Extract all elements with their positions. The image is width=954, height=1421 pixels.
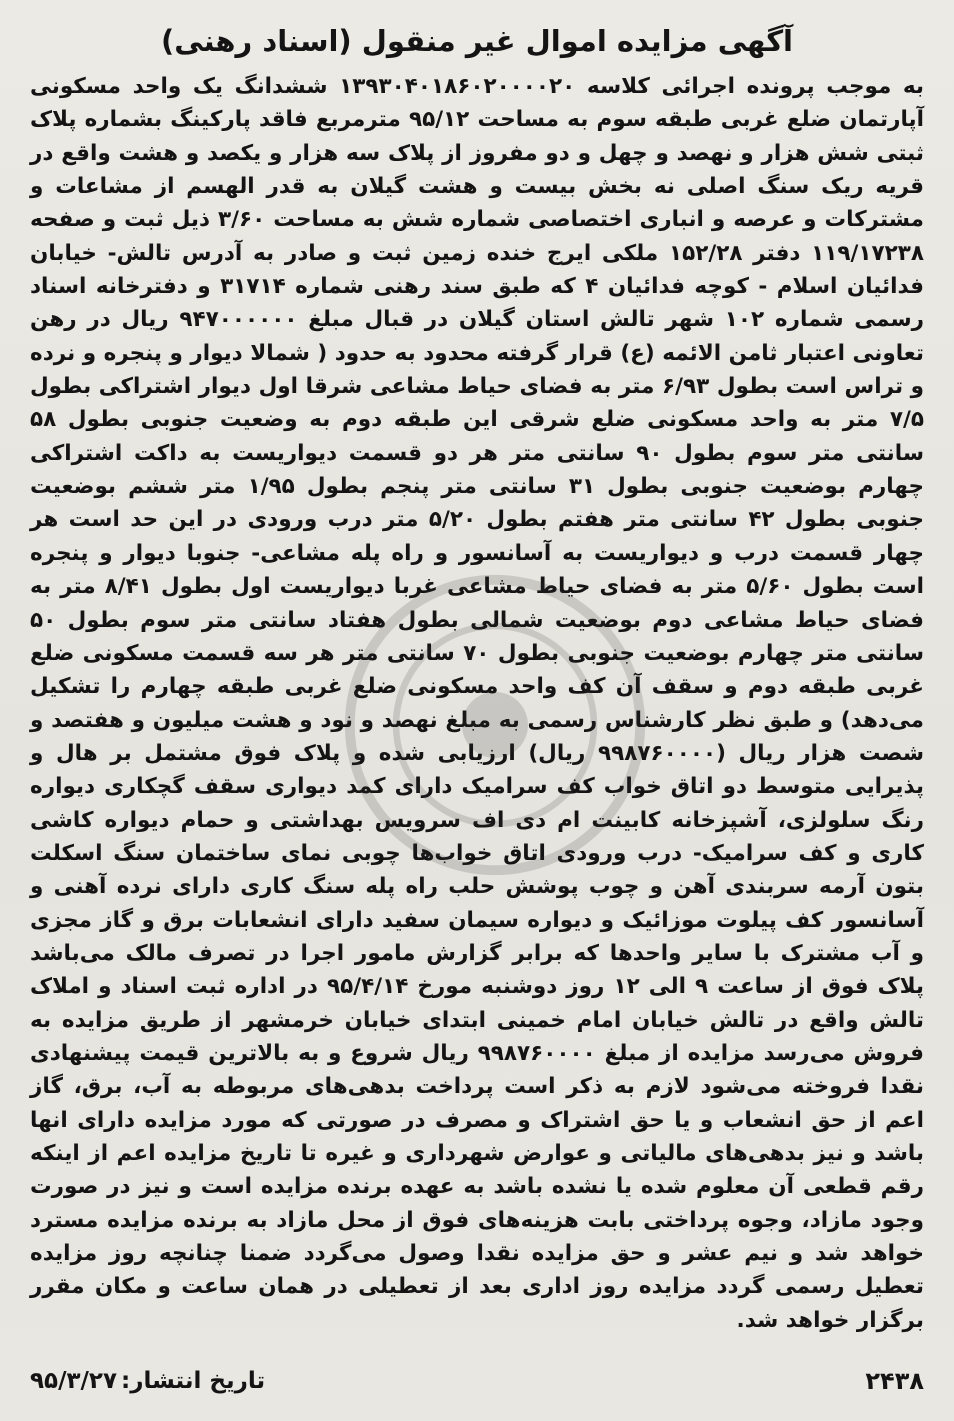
publication-date-value: ۹۵/۳/۲۷ xyxy=(30,1368,117,1394)
notice-body: به موجب پرونده اجرائی کلاسه ۱۳۹۳۰۴۰۱۸۶۰۲۰۰۰۰۲۰ ششدانگ یک واحد مسکونی آپارتمان ضلع غربی طبقه سوم به مساحت ۹۵/۱۲ مترمربع فاقد پارکینگ بشماره پلاک ثبتی شش هزار و نهصد و چهل و دو مفروز از پلاک سه هزار و یکصد و هشت واقع در قریه ریک سنگ اصلی نه بخش بیست و هشت گیلان به قدر الهسم از مشاعات و مشترکات و عرصه و انباری اختصاصی شماره شش به مساحت ۳/۶۰ ذیل ثبت و صفحه ۱۱۹/۱۷۲۳۸ دفتر ۱۵۲/۲۸ ملکی ایرج خنده زمین ثبت و صادر به آدرس تالش- خیابان فدائیان اسلام - کوچه فدائیان ۴ که طبق سند رهنی شماره ۳۱۷۱۴ و دفترخانه اسناد رسمی شماره ۱۰۲ شهر تالش استان گیلان در قبال مبلغ ۹۴۷۰۰۰۰۰۰ ریال در رهن تعاونی اعتبار ثامن الائمه (ع) قرار گرفته محدود به حدود ( شمالا دیوار و پنجره و نرده و تراس است بطول ۶/۹۳ متر به فضای حیاط مشاعی شرقا اول دیوار اشتراکی بطول ۷/۵ متر به واحد مسکونی ضلع شرقی این طبقه دوم به وضعیت جنوبی بطول ۵۸ سانتی متر سوم بطول ۹۰ سانتی متر هر دو قسمت دیواریست به داکت اشتراکی چهارم بوضعیت جنوبی بطول ۳۱ سانتی متر پنجم بطول ۱/۹۵ متر ششم بوضعیت جنوبی بطول ۴۲ سانتی متر هفتم بطول ۵/۲۰ متر درب ورودی در این حد است هر چهار قسمت درب و دیواریست به آسانسور و راه پله مشاعی- جنوبا دیوار و پنجره است بطول ۵/۶۰ متر به فضای حیاط مشاعی غربا دیواریست اول بطول ۸/۴۱ متر به فضای حیاط مشاعی دوم بوضعیت شمالی بطول هفتاد سانتی متر سوم بطول ۵۰ سانتی متر چهارم بوضعیت جنوبی بطول ۷۰ سانتی متر هر سه قسمت مسکونی ضلع غربی طبقه دوم و سقف آن کف واحد مسکونی ضلع غربی طبقه چهارم را تشکیل می‌دهد) و طبق نظر کارشناس رسمی به مبلغ نهصد و نود و هشت میلیون و هفتصد و شصت هزار ریال (۹۹۸۷۶۰۰۰۰ ریال) ارزیابی شده و پلاک فوق مشتمل بر هال و پذیرایی متوسط دو اتاق خواب کف سرامیک دارای کمد دیواری سقف گچکاری دیواره رنگ سلولزی، آشپزخانه کابینت ام دی اف سرویس بهداشتی و حمام دیواره کاشی کاری و کف سرامیک- درب ورودی اتاق خواب‌ها چوبی نمای ساختمان سنگ اسکلت بتون آرمه سربندی آهن و چوب پوشش حلب راه پله سنگ کاری دارای نرده آهنی و آسانسور کف پیلوت موزائیک و دیواره سیمان سفید دارای انشعابات برق و گاز مجزی و آب مشترک با سایر واحدها که برابر گزارش مامور اجرا در تصرف مالک می‌باشد پلاک فوق از ساعت ۹ الی ۱۲ روز دوشنبه مورخ ۹۵/۴/۱۴ در اداره ثبت اسناد و املاک تالش واقع در تالش خیابان امام خمینی ابتدای خیابان خرمشهر از طریق مزایده به فروش می‌رسد مزایده از مبلغ ۹۹۸۷۶۰۰۰۰ ریال شروع و به بالاترین قیمت پیشنهادی نقدا فروخته می‌شود لازم به ذکر است پرداخت بدهی‌های مربوطه به آب، برق، گاز اعم از حق انشعاب و یا حق اشتراک و مصرف در صورتی که مورد مزایده دارای انها باشد و نیز بدهی‌های مالیاتی و عوارض شهرداری و غیره تا تاریخ مزایده اعم از اینکه رقم قطعی آن معلوم شده یا نشده باشد به عهده برنده مزایده است و نیز در صورت وجود مازاد، وجوه پرداختی بابت هزینه‌های فوق از محل مازاد به برنده مزایده مسترد خواهد شد و نیم عشر و حق مزایده نقدا وصول می‌گردد ضمنا چنانچه روز مزایده تعطیل رسمی گردد مزایده روز اداری بعد از تعطیلی در همان ساعت و مکان مقرر برگزار خواهد شد. xyxy=(30,74,925,1333)
notice-footer xyxy=(30,1363,924,1399)
publication-date-label: تاریخ انتشار: xyxy=(121,1368,266,1394)
publication-date xyxy=(30,1368,265,1394)
ad-number: ۲۴۳۸ xyxy=(865,1367,924,1395)
notice-title: آگهی مزایده اموال غیر منقول (اسناد رهنی) xyxy=(161,24,793,58)
